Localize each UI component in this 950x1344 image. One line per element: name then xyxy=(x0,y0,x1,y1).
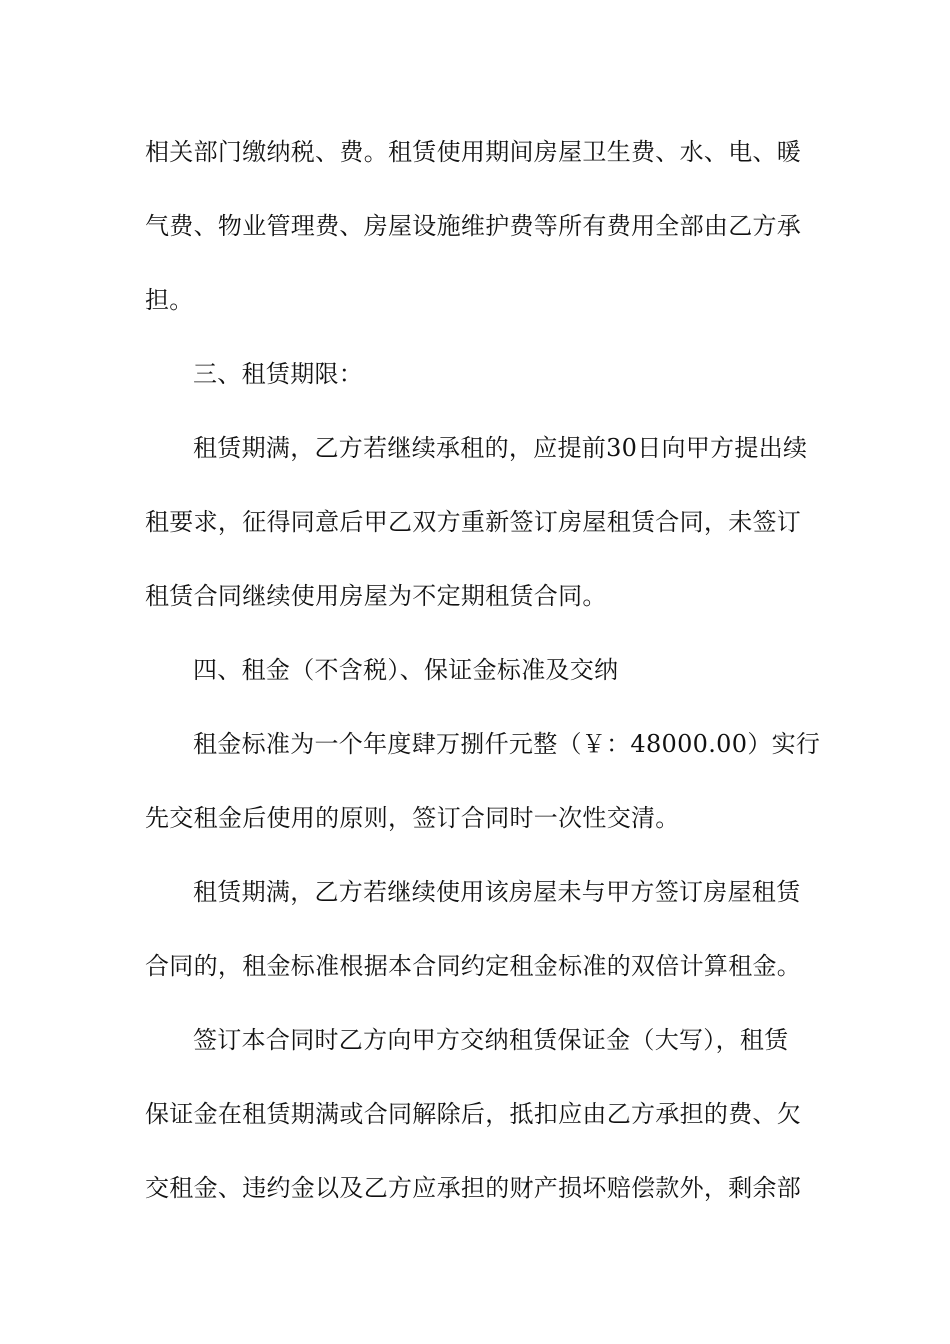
paragraph-line: 保证金在租赁期满或合同解除后，抵扣应由乙方承担的费、欠 xyxy=(145,1100,802,1128)
paragraph-line: 合同的，租金标准根据本合同约定租金标准的双倍计算租金。 xyxy=(145,952,802,980)
paragraph-line: 签订本合同时乙方向甲方交纳租赁保证金（大写），租赁 xyxy=(193,1026,789,1054)
paragraph-line: 气费、物业管理费、房屋设施维护费等所有费用全部由乙方承 xyxy=(145,212,802,240)
paragraph-line: 先交租金后使用的原则，签订合同时一次性交清。 xyxy=(145,804,680,832)
section-heading: 四、租金（不含税）、保证金标准及交纳 xyxy=(193,656,619,684)
paragraph-line: 交租金、违约金以及乙方应承担的财产损坏赔偿款外，剩余部 xyxy=(145,1174,802,1202)
section-heading: 三、租赁期限： xyxy=(193,360,364,388)
paragraph-line: 租赁期满，乙方若继续使用该房屋未与甲方签订房屋租赁 xyxy=(193,878,801,906)
paragraph-line: 租金标准为一个年度肆万捌仟元整（￥：48000.00）实行 xyxy=(193,730,821,758)
paragraph-line: 租赁期满，乙方若继续承租的，应提前30日向甲方提出续 xyxy=(193,434,808,462)
paragraph-line: 担。 xyxy=(145,286,194,314)
paragraph-line: 相关部门缴纳税、费。租赁使用期间房屋卫生费、水、电、暖 xyxy=(145,138,802,166)
paragraph-line: 租要求，征得同意后甲乙双方重新签订房屋租赁合同，未签订 xyxy=(145,508,802,536)
paragraph-line: 租赁合同继续使用房屋为不定期租赁合同。 xyxy=(145,582,607,610)
